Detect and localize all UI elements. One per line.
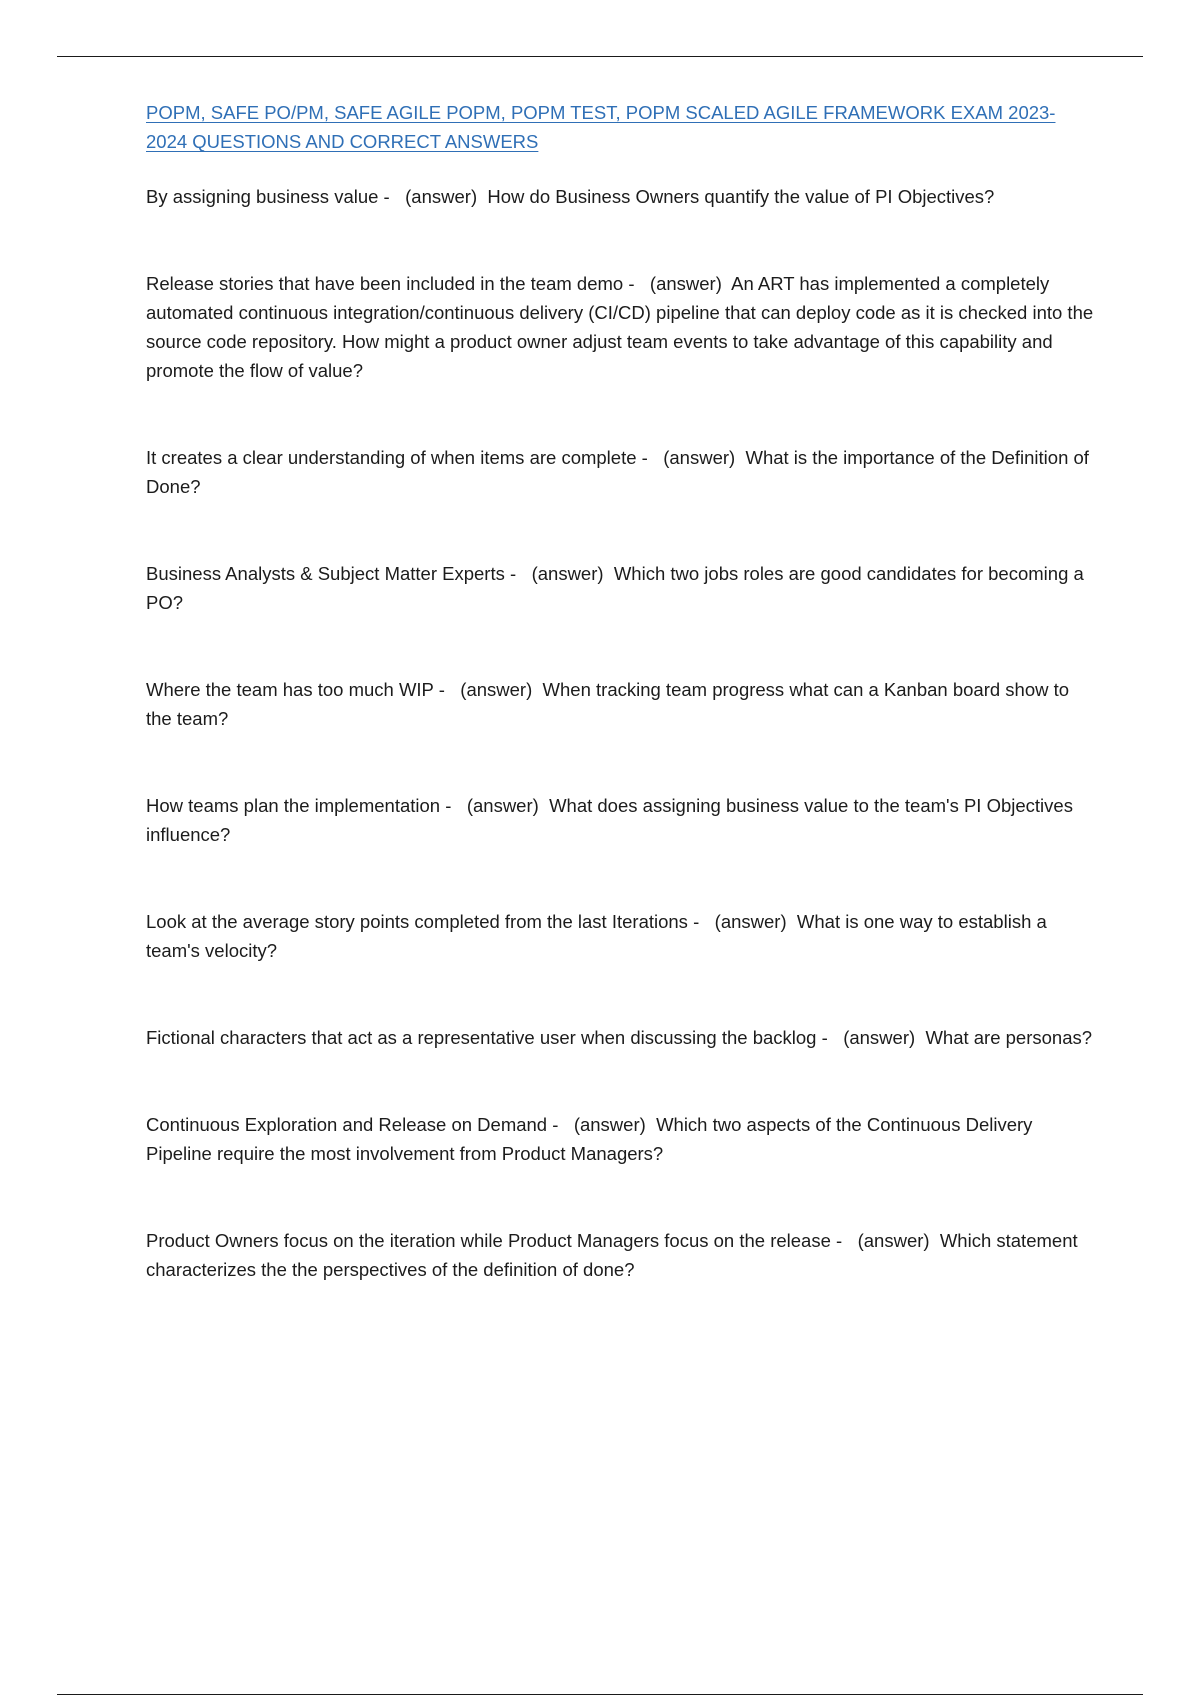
qa-item [146,791,1094,849]
qa-answer: Product Owners focus on the iteration while Product Managers focus on the release [146,1230,831,1251]
qa-list [146,182,1094,1284]
qa-answer: Continuous Exploration and Release on Demand [146,1114,548,1135]
document-title-link[interactable]: POPM, SAFE PO/PM, SAFE AGILE POPM, POPM TEST, POPM SCALED AGILE FRAMEWORK EXAM 2023-2024 QUESTIONS AND CORRECT ANSWERS [146,102,1056,152]
qa-item [146,1023,1094,1052]
qa-separator: - (answer) [440,795,550,816]
qa-item [146,1226,1094,1284]
qa-answer: Release stories that have been included in the team demo [146,273,624,294]
qa-answer: By assigning business value [146,186,379,207]
footer-rule [57,1694,1143,1695]
qa-question: When tracking team progress what can a Kanban board show to the team? [146,679,1070,729]
qa-question: What is the importance of the Definition of Done? [146,447,1089,497]
qa-item [146,269,1094,385]
qa-question: How do Business Owners quantify the value of PI Objectives? [487,186,995,207]
qa-separator: - (answer) [378,186,488,207]
qa-item [146,559,1094,617]
qa-question: What is one way to establish a team's velocity? [146,911,1047,961]
qa-answer: Where the team has too much WIP [146,679,434,700]
qa-item [146,675,1094,733]
qa-question: Which two jobs roles are good candidates for becoming a PO? [146,563,1084,613]
qa-answer: It creates a clear understanding of when items are complete [146,447,637,468]
qa-separator: - (answer) [636,447,746,468]
qa-answer: Look at the average story points completed from the last Iterations [146,911,688,932]
qa-item [146,182,1094,211]
qa-question: What are personas? [925,1027,1093,1048]
qa-separator: - (answer) [623,273,732,294]
qa-item [146,443,1094,501]
qa-question: What does assigning business value to the team's PI Objectives influence? [146,795,1073,845]
header-rule [57,56,1143,57]
qa-separator: - (answer) [433,679,543,700]
document-body [146,98,1094,1284]
qa-item [146,907,1094,965]
qa-answer: How teams plan the implementation [146,795,441,816]
qa-separator: - (answer) [830,1230,940,1251]
qa-question: Which two aspects of the Continuous Delivery Pipeline require the most involvement from Product Managers? [146,1114,1033,1164]
qa-separator: - (answer) [816,1027,926,1048]
qa-answer: Business Analysts & Subject Matter Experts [146,563,505,584]
qa-question: An ART has implemented a completely automated continuous integration/continuous delivery (CI/CD) pipeline that can deploy code as it is checked into the source code repository. How might a product owner adjust team events to take advantage of this capability and promote the flow of value? [146,273,1094,381]
qa-item [146,1110,1094,1168]
qa-question: Which statement characterizes the the perspectives of the definition of done? [146,1230,1078,1280]
qa-separator: - (answer) [504,563,614,584]
qa-separator: - (answer) [687,911,797,932]
qa-separator: - (answer) [547,1114,657,1135]
qa-answer: Fictional characters that act as a representative user when discussing the backlog [146,1027,817,1048]
